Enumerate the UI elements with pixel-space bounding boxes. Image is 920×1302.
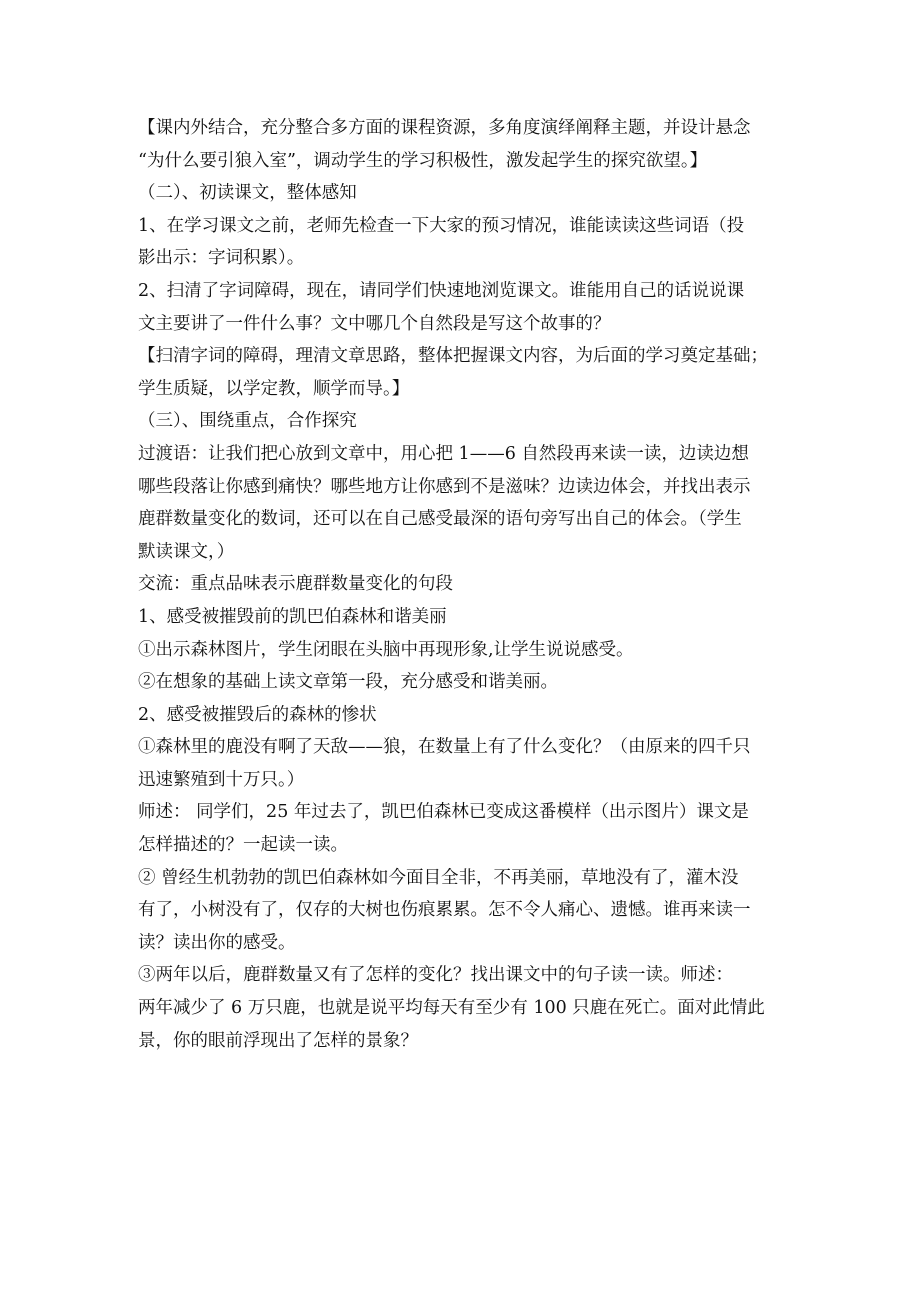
sub-item-1-b: ②在想象的基础上读文章第一段，充分感受和谐美丽。 xyxy=(138,672,558,693)
text-line: 迅速繁殖到十万只。） xyxy=(138,769,305,790)
list-item-1 xyxy=(138,210,788,275)
text-line: 学生质疑，以学定教，顺学而导。】 xyxy=(138,378,410,399)
text-line: ③两年以后，鹿群数量又有了怎样的变化？找出课文中的句子读一读。师述： xyxy=(138,965,733,986)
text-line: 有了，小树没有了，仅存的大树也伤痕累累。怎不令人痛心、遗憾。谁再来读一 xyxy=(138,900,751,921)
text-line: 影出示：字词积累）。 xyxy=(138,248,305,269)
text-line: 【扫清字词的障碍，理清文章思路，整体把握课文内容，为后面的学习奠定基础； xyxy=(138,346,768,367)
text-line: 哪些段落让你感到痛快？哪些地方让你感到不是滋味？边读边体会，并找出表示 xyxy=(138,476,751,497)
sub-item-1-a: ①出示森林图片，学生闭眼在头脑中再现形象,让学生说说感受。 xyxy=(138,639,634,660)
section-heading-3: （三）、围绕重点，合作探究 xyxy=(138,411,357,432)
sub-item-2-b xyxy=(138,862,788,960)
text-line: 读？读出你的感受。 xyxy=(138,932,296,953)
text-line: 过渡语：让我们把心放到文章中，用心把 1——6 自然段再来读一读，边读边想 xyxy=(138,443,749,464)
text-line: 两年减少了 6 万只鹿，也就是说平均每天有至少有 100 只鹿在死亡。面对此情此 xyxy=(138,998,765,1019)
transition-paragraph xyxy=(138,438,788,568)
text-line: 鹿群数量变化的数词，还可以在自己感受最深的语句旁写出自己的体会。（学生 xyxy=(138,509,742,530)
text-line: 景，你的眼前浮现出了怎样的景象？ xyxy=(138,1030,418,1051)
teacher-narration-1 xyxy=(138,796,788,861)
sub-item-2-c xyxy=(138,959,788,1057)
text-line: ①森林里的鹿没有啊了天敌——狼，在数量上有了什么变化？（由原来的四千只 xyxy=(138,737,751,758)
text-line: 默读课文，） xyxy=(138,541,235,562)
section-heading-2: （二）、初读课文，整体感知 xyxy=(138,183,357,204)
text-line: 1、在学习课文之前，老师先检查一下大家的预习情况，谁能读读这些词语（投 xyxy=(138,215,745,236)
text-line: 文主要讲了一件什么事？文中哪几个自然段是写这个故事的？ xyxy=(138,313,611,334)
document-body xyxy=(138,112,788,1057)
text-line: 怎样描述的？一起读一读。 xyxy=(138,835,348,856)
text-line: 【课内外结合，充分整合多方面的课程资源，多角度演绎阐释主题，并设计悬念 xyxy=(138,118,751,138)
teaching-note-2 xyxy=(138,340,788,405)
text-line: 2、扫清了字词障碍，现在，请同学们快速地浏览课文。谁能用自己的话说说课 xyxy=(138,280,745,301)
list-item-2 xyxy=(138,275,788,340)
text-line: 师述： 同学们，25 年过去了，凯巴伯森林已变成这番模样（出示图片）课文是 xyxy=(138,802,749,823)
sub-item-2-a xyxy=(138,731,788,796)
sub-item-1: 1、感受被摧毁前的凯巴伯森林和谐美丽 xyxy=(138,606,447,627)
sub-item-2: 2、感受被摧毁后的森林的惨状 xyxy=(138,704,377,725)
text-line: ② 曾经生机勃勃的凯巴伯森林如今面目全非，不再美丽，草地没有了，灌木没 xyxy=(138,867,739,888)
teaching-note-1 xyxy=(138,112,788,177)
text-line: “为什么要引狼入室”，调动学生的学习积极性，激发起学生的探究欲望。】 xyxy=(138,150,708,171)
exchange-line: 交流：重点品味表示鹿群数量变化的句段 xyxy=(138,574,453,595)
